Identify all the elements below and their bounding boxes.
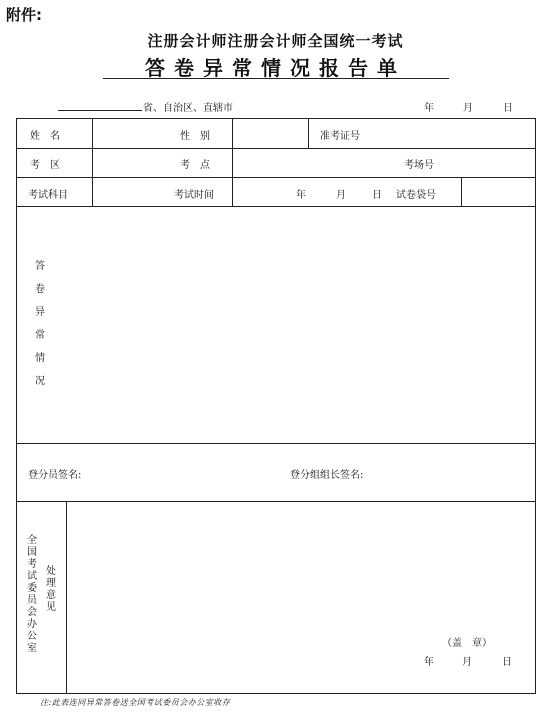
exam-subject-label: 考试科目 [28, 190, 68, 201]
exam-room-label: 考场号 [404, 160, 434, 171]
label-char: 异 [35, 307, 45, 318]
office-label [26, 535, 38, 655]
label-char: 全 [27, 535, 37, 546]
exam-title: 注册会计师注册会计师全国统一考试 [147, 32, 404, 50]
seal-year-label: 年 [424, 657, 434, 668]
row-divider [16, 501, 536, 502]
label-char: 办 [27, 619, 37, 630]
exam-year-label: 年 [296, 190, 306, 201]
col-divider [461, 177, 462, 206]
label-char: 情 [35, 353, 45, 364]
group-leader-signature-label: 登分组组长签名: [290, 470, 364, 481]
form-title: 答卷异常情况报告单 [145, 56, 406, 80]
label-char: 室 [27, 643, 37, 654]
label-char: 试 [27, 571, 37, 582]
col-divider [308, 118, 309, 148]
label-char: 员 [27, 595, 37, 606]
label-char: 见 [46, 602, 56, 613]
exam-month-label: 月 [336, 190, 346, 201]
label-char: 处 [46, 566, 56, 577]
anomaly-section-label [33, 255, 47, 393]
label-char: 常 [35, 330, 45, 341]
label-char: 会 [27, 607, 37, 618]
row-divider [16, 443, 536, 444]
admission-number-label: 准考证号 [320, 131, 360, 142]
report-day-label: 日 [503, 103, 513, 114]
exam-time-label: 考试时间 [174, 190, 214, 201]
name-label: 姓 名 [30, 131, 60, 142]
report-table [16, 118, 536, 694]
title-underline [103, 78, 449, 79]
province-blank [58, 110, 142, 111]
label-char: 委 [27, 583, 37, 594]
paper-number-label: 试卷袋号 [396, 190, 436, 201]
attachment-label: 附件: [6, 6, 42, 24]
report-year-label: 年 [424, 103, 434, 114]
label-char: 况 [35, 376, 45, 387]
footer-note: 注:此表连同异常答卷送全国考试委员会办公室收存 [40, 698, 231, 707]
label-char: 意 [46, 590, 56, 601]
row-divider [16, 177, 536, 178]
seal-day-label: 日 [502, 657, 512, 668]
col-divider [232, 118, 233, 206]
label-char: 卷 [35, 284, 45, 295]
label-char: 答 [35, 261, 45, 272]
label-char: 理 [46, 578, 56, 589]
col-divider [92, 118, 93, 206]
label-char: 考 [27, 559, 37, 570]
row-divider [16, 206, 536, 207]
row-divider [16, 148, 536, 149]
province-suffix: 省、自治区、直辖市 [143, 103, 233, 114]
report-month-label: 月 [463, 103, 473, 114]
exam-site-label: 考 点 [180, 160, 210, 171]
exam-area-label: 考 区 [30, 160, 60, 171]
col-divider [66, 501, 67, 694]
gender-label: 性 别 [180, 131, 210, 142]
seal-label: （盖 章） [442, 638, 492, 649]
opinion-label [45, 566, 57, 614]
seal-month-label: 月 [462, 657, 472, 668]
scorer-signature-label: 登分员签名: [28, 470, 82, 481]
label-char: 国 [27, 547, 37, 558]
label-char: 公 [27, 631, 37, 642]
exam-day-label: 日 [372, 190, 382, 201]
